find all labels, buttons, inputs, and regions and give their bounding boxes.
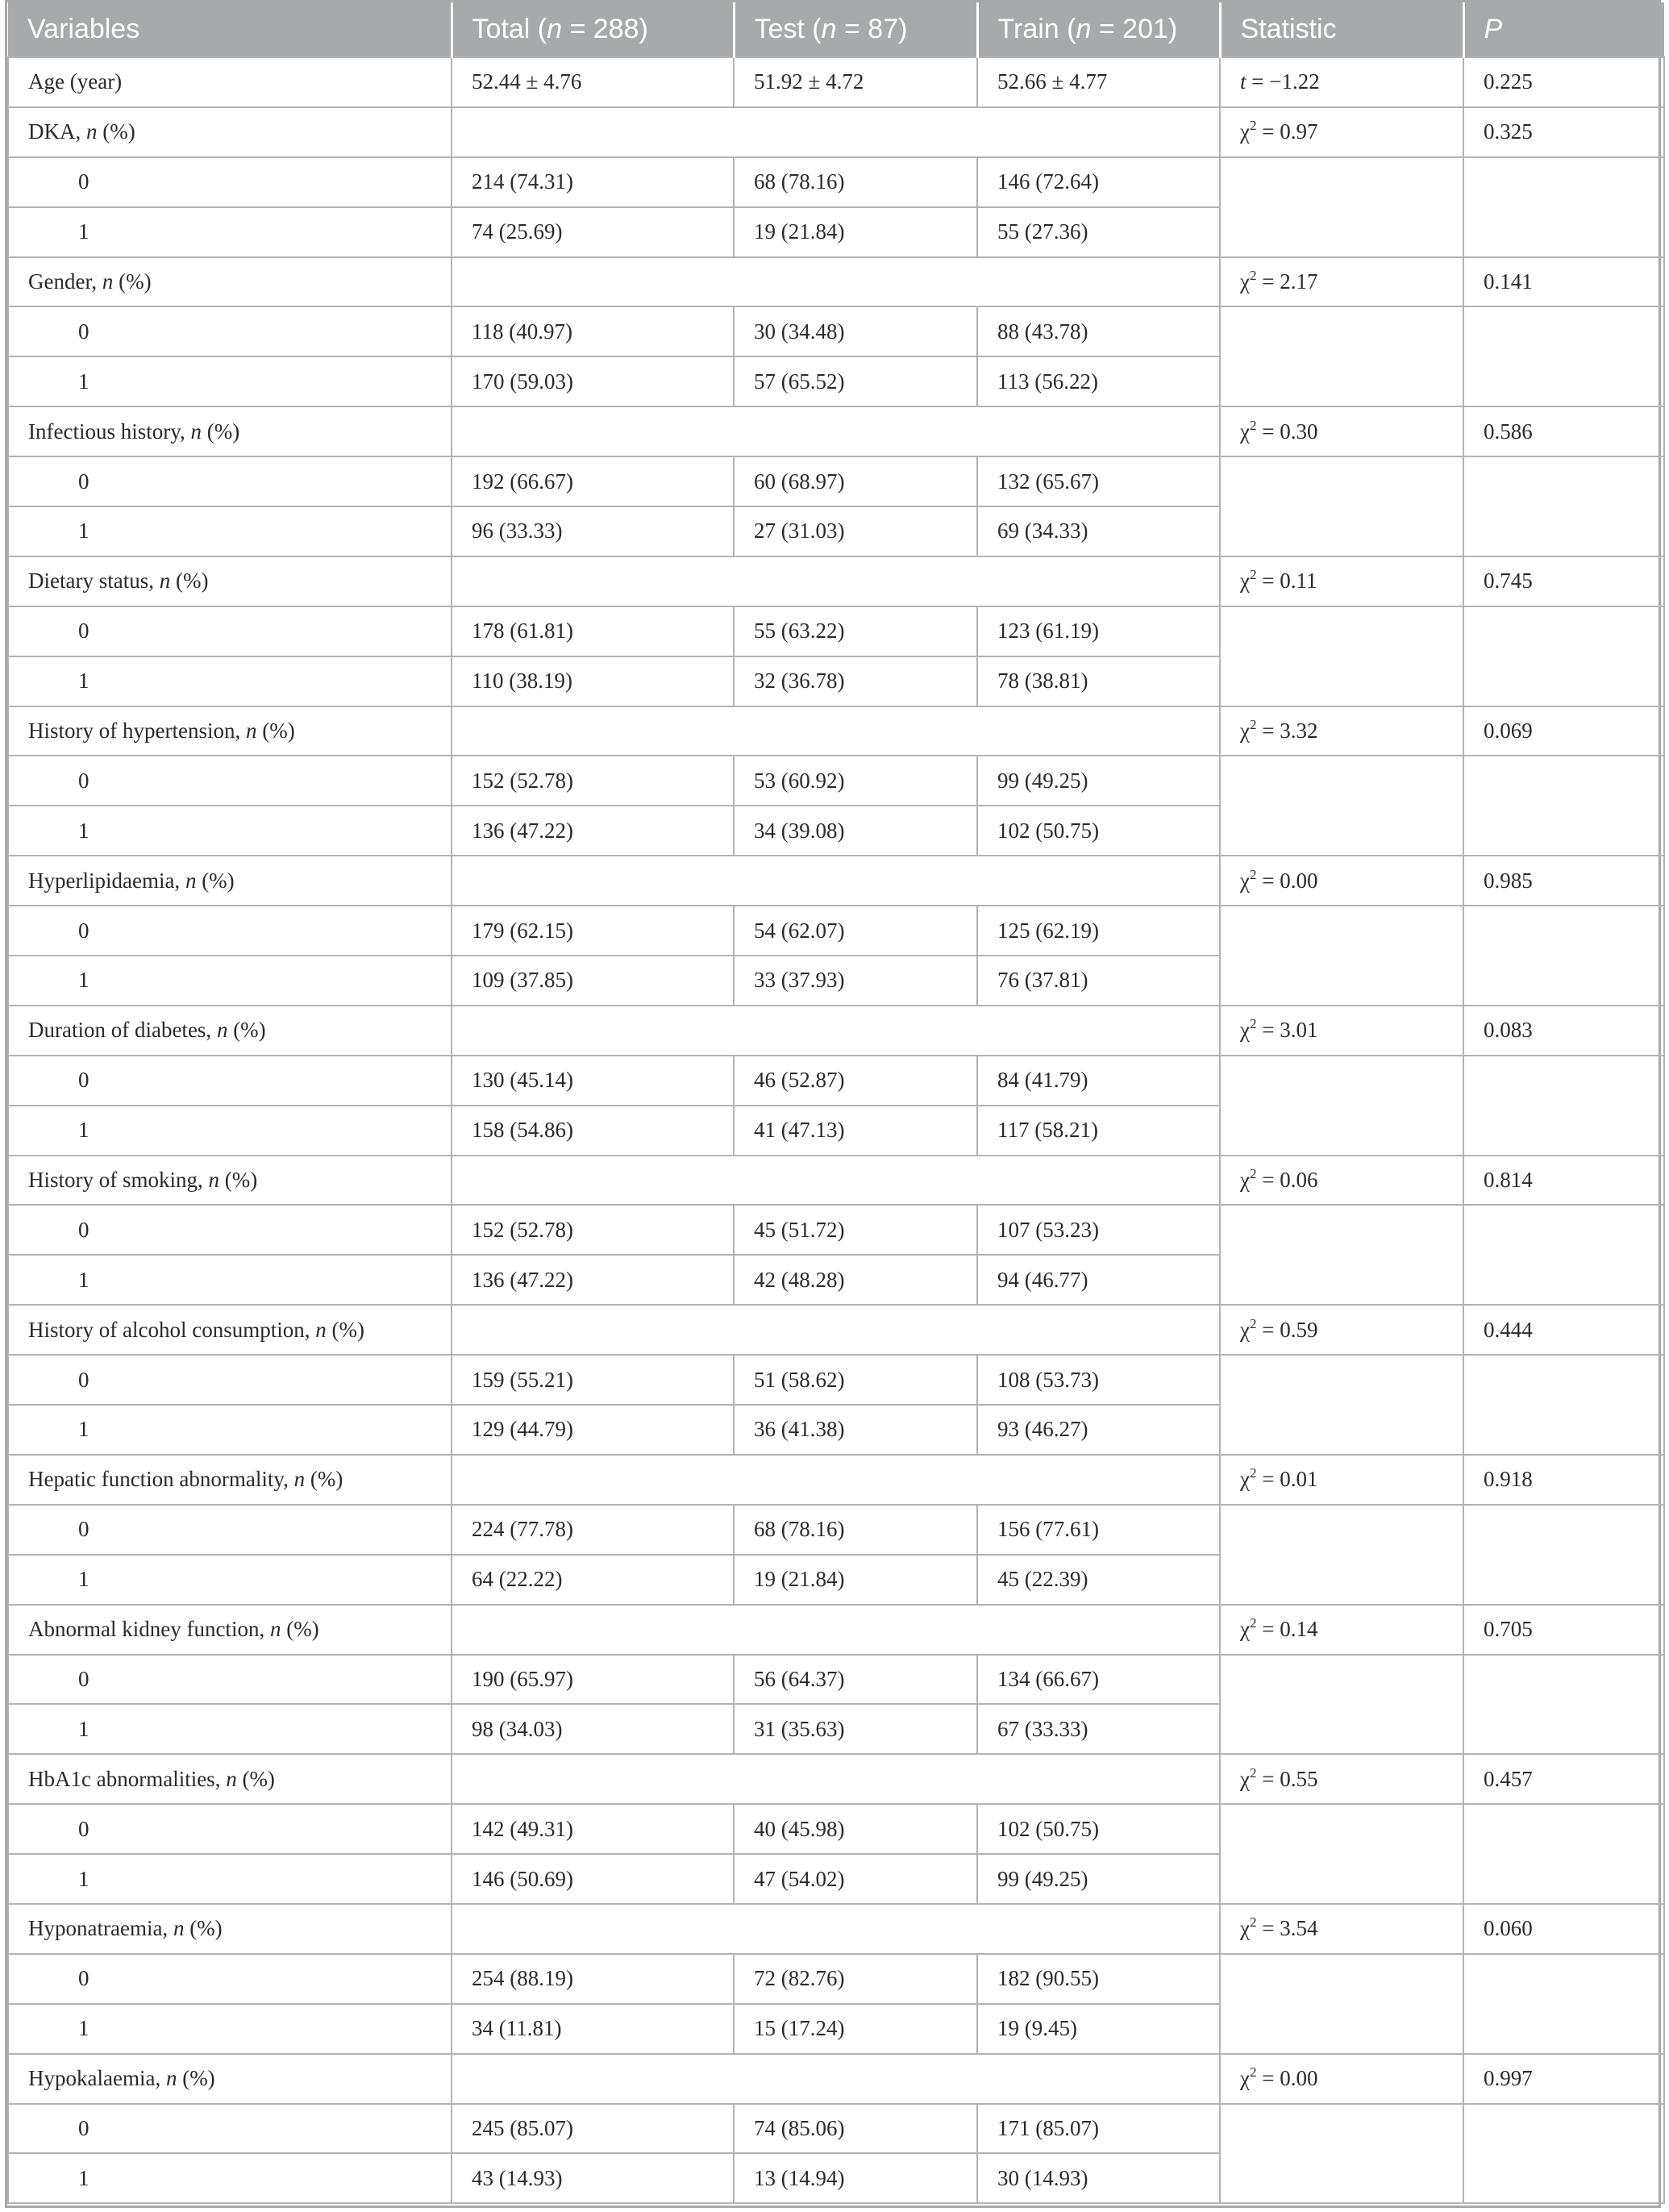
level-total: 110 (38.19) xyxy=(452,656,734,706)
level-label: 1 xyxy=(8,1405,452,1455)
level-test: 46 (52.87) xyxy=(734,1056,977,1106)
level-total: 64 (22.22) xyxy=(452,1555,734,1605)
table-row-variable xyxy=(8,1455,1664,1505)
table-row-level xyxy=(8,306,1664,356)
level-label: 1 xyxy=(8,1704,452,1754)
p-value: 0.745 xyxy=(1463,556,1664,606)
variable-blank xyxy=(452,1305,1220,1355)
statistic-blank xyxy=(1220,756,1463,856)
p-blank xyxy=(1463,1056,1664,1156)
table-row-variable xyxy=(8,107,1664,157)
table-row-level xyxy=(8,756,1664,806)
level-test: 33 (37.93) xyxy=(734,956,977,1006)
p-value: 0.060 xyxy=(1463,1904,1664,1954)
level-total: 129 (44.79) xyxy=(452,1405,734,1455)
level-train: 78 (38.81) xyxy=(977,656,1220,706)
level-train: 76 (37.81) xyxy=(977,956,1220,1006)
table-row-variable xyxy=(8,1305,1664,1355)
chi-square-statistic: $\chi^2 = 0.00$ xyxy=(1220,2054,1463,2104)
p-blank xyxy=(1463,456,1664,556)
level-test: 36 (41.38) xyxy=(734,1405,977,1455)
table-row-age xyxy=(8,57,1664,107)
header-statistic: Statistic xyxy=(1220,2,1463,57)
p-value: 0.325 xyxy=(1463,107,1664,157)
table-row-variable xyxy=(8,1006,1664,1056)
level-total: 152 (52.78) xyxy=(452,1205,734,1255)
level-test: 72 (82.76) xyxy=(734,1954,977,2004)
level-label: 1 xyxy=(8,356,452,406)
variable-label: Abnormal kidney function, n (%) xyxy=(8,1605,452,1655)
p-blank xyxy=(1463,2104,1664,2204)
p-value: 0.918 xyxy=(1463,1455,1664,1505)
level-test: 45 (51.72) xyxy=(734,1205,977,1255)
level-label: 1 xyxy=(8,2004,452,2054)
level-label: 0 xyxy=(8,1205,452,1255)
variable-blank xyxy=(452,1904,1220,1954)
table-header xyxy=(8,2,1664,57)
level-total: 158 (54.86) xyxy=(452,1106,734,1156)
header-test xyxy=(734,2,977,57)
level-test: 32 (36.78) xyxy=(734,656,977,706)
level-train: 84 (41.79) xyxy=(977,1056,1220,1106)
variable-label: Gender, n (%) xyxy=(8,257,452,307)
p-blank xyxy=(1463,1205,1664,1305)
p-blank xyxy=(1463,1355,1664,1455)
baseline-table xyxy=(7,2,1665,2204)
level-label: 1 xyxy=(8,1255,452,1305)
variable-label: Hepatic function abnormality, n (%) xyxy=(8,1455,452,1505)
table-row-level xyxy=(8,1804,1664,1854)
variable-blank xyxy=(452,406,1220,456)
level-test: 54 (62.07) xyxy=(734,906,977,956)
table-row-variable xyxy=(8,257,1664,307)
level-test: 57 (65.52) xyxy=(734,356,977,406)
table-row-variable xyxy=(8,1904,1664,1954)
level-test: 74 (85.06) xyxy=(734,2104,977,2154)
level-total: 190 (65.97) xyxy=(452,1655,734,1705)
p-blank xyxy=(1463,157,1664,257)
p-value: 0.705 xyxy=(1463,1605,1664,1655)
variable-blank xyxy=(452,706,1220,756)
table-row-level xyxy=(8,456,1664,506)
variable-label: Dietary status, n (%) xyxy=(8,556,452,606)
variable-label: Duration of diabetes, n (%) xyxy=(8,1006,452,1056)
p-blank xyxy=(1463,1804,1664,1904)
level-train: 125 (62.19) xyxy=(977,906,1220,956)
level-label: 0 xyxy=(8,906,452,956)
level-total: 136 (47.22) xyxy=(452,806,734,856)
level-test: 47 (54.02) xyxy=(734,1854,977,1904)
level-label: 1 xyxy=(8,656,452,706)
level-total: 159 (55.21) xyxy=(452,1355,734,1405)
table-row-variable xyxy=(8,1754,1664,1804)
variable-blank xyxy=(452,107,1220,157)
level-train: 93 (46.27) xyxy=(977,1405,1220,1455)
table-row-level xyxy=(8,2104,1664,2154)
level-train: 132 (65.67) xyxy=(977,456,1220,506)
level-train: 134 (66.67) xyxy=(977,1655,1220,1705)
level-label: 1 xyxy=(8,1854,452,1904)
level-train: 102 (50.75) xyxy=(977,1804,1220,1854)
level-total: 214 (74.31) xyxy=(452,157,734,207)
statistic-blank xyxy=(1220,2104,1463,2204)
level-label: 1 xyxy=(8,1555,452,1605)
level-train: 182 (90.55) xyxy=(977,1954,1220,2004)
statistic-blank xyxy=(1220,906,1463,1006)
header-train xyxy=(977,2,1220,57)
table-row-level xyxy=(8,606,1664,656)
level-label: 1 xyxy=(8,806,452,856)
level-total: 130 (45.14) xyxy=(452,1056,734,1106)
level-total: 109 (37.85) xyxy=(452,956,734,1006)
p-value: 0.141 xyxy=(1463,257,1664,307)
variable-blank xyxy=(452,1754,1220,1804)
level-label: 1 xyxy=(8,207,452,257)
level-train: 113 (56.22) xyxy=(977,356,1220,406)
level-train: 107 (53.23) xyxy=(977,1205,1220,1255)
age-label: Age (year) xyxy=(8,57,452,107)
level-test: 19 (21.84) xyxy=(734,207,977,257)
level-test: 13 (14.94) xyxy=(734,2153,977,2203)
statistic-blank xyxy=(1220,157,1463,257)
level-label: 0 xyxy=(8,456,452,506)
p-blank xyxy=(1463,1655,1664,1755)
level-train: 156 (77.61) xyxy=(977,1505,1220,1555)
level-total: 192 (66.67) xyxy=(452,456,734,506)
variable-blank xyxy=(452,2054,1220,2104)
variable-label: Infectious history, n (%) xyxy=(8,406,452,456)
table-row-variable xyxy=(8,406,1664,456)
chi-square-statistic: $\chi^2 = 0.59$ xyxy=(1220,1305,1463,1355)
chi-square-statistic: $\chi^2 = 0.01$ xyxy=(1220,1455,1463,1505)
variable-blank xyxy=(452,1455,1220,1505)
p-value: 0.586 xyxy=(1463,406,1664,456)
level-train: 117 (58.21) xyxy=(977,1106,1220,1156)
level-test: 51 (58.62) xyxy=(734,1355,977,1405)
variable-blank xyxy=(452,1156,1220,1206)
level-train: 108 (53.73) xyxy=(977,1355,1220,1405)
level-label: 0 xyxy=(8,1056,452,1106)
statistic-blank xyxy=(1220,306,1463,406)
level-total: 96 (33.33) xyxy=(452,506,734,556)
table-row-level xyxy=(8,157,1664,207)
p-value: 0.814 xyxy=(1463,1156,1664,1206)
variable-label: Hypokalaemia, n (%) xyxy=(8,2054,452,2104)
statistic-blank xyxy=(1220,456,1463,556)
statistic-blank xyxy=(1220,606,1463,706)
level-label: 1 xyxy=(8,506,452,556)
age-statistic-text: t = −1.22 xyxy=(1240,69,1320,94)
level-label: 0 xyxy=(8,756,452,806)
variable-blank xyxy=(452,257,1220,307)
variable-label: History of smoking, n (%) xyxy=(8,1156,452,1206)
level-train: 99 (49.25) xyxy=(977,1854,1220,1904)
table-row-variable xyxy=(8,706,1664,756)
chi-square-statistic: $\chi^2 = 0.00$ xyxy=(1220,856,1463,906)
variable-blank xyxy=(452,556,1220,606)
statistic-blank xyxy=(1220,1804,1463,1904)
level-test: 19 (21.84) xyxy=(734,1555,977,1605)
level-total: 254 (88.19) xyxy=(452,1954,734,2004)
header-total xyxy=(452,2,734,57)
p-blank xyxy=(1463,906,1664,1006)
level-train: 99 (49.25) xyxy=(977,756,1220,806)
chi-square-statistic: $\chi^2 = 0.14$ xyxy=(1220,1605,1463,1655)
level-label: 0 xyxy=(8,306,452,356)
table-row-level xyxy=(8,1954,1664,2004)
level-total: 224 (77.78) xyxy=(452,1505,734,1555)
level-total: 178 (61.81) xyxy=(452,606,734,656)
header-total-text: Total (n = 288) xyxy=(472,14,648,44)
table-row-variable xyxy=(8,856,1664,906)
level-train: 146 (72.64) xyxy=(977,157,1220,207)
level-label: 0 xyxy=(8,1655,452,1705)
level-test: 68 (78.16) xyxy=(734,1505,977,1555)
table-row-level xyxy=(8,1205,1664,1255)
table-row-level xyxy=(8,1355,1664,1405)
level-train: 67 (33.33) xyxy=(977,1704,1220,1754)
level-total: 98 (34.03) xyxy=(452,1704,734,1754)
chi-square-statistic: $\chi^2 = 0.11$ xyxy=(1220,556,1463,606)
level-train: 19 (9.45) xyxy=(977,2004,1220,2054)
level-train: 45 (22.39) xyxy=(977,1555,1220,1605)
p-value: 0.985 xyxy=(1463,856,1664,906)
level-total: 136 (47.22) xyxy=(452,1255,734,1305)
level-test: 31 (35.63) xyxy=(734,1704,977,1754)
level-train: 123 (61.19) xyxy=(977,606,1220,656)
variable-label: HbA1c abnormalities, n (%) xyxy=(8,1754,452,1804)
p-blank xyxy=(1463,756,1664,856)
level-label: 0 xyxy=(8,1355,452,1405)
level-total: 179 (62.15) xyxy=(452,906,734,956)
level-test: 55 (63.22) xyxy=(734,606,977,656)
level-label: 1 xyxy=(8,1106,452,1156)
level-total: 74 (25.69) xyxy=(452,207,734,257)
p-blank xyxy=(1463,1505,1664,1605)
p-value: 0.069 xyxy=(1463,706,1664,756)
statistic-blank xyxy=(1220,1954,1463,2054)
table-row-variable xyxy=(8,1156,1664,1206)
data-table xyxy=(5,0,1661,2208)
age-total: 52.44 ± 4.76 xyxy=(452,57,734,107)
table-row-variable xyxy=(8,2054,1664,2104)
level-train: 30 (14.93) xyxy=(977,2153,1220,2203)
level-test: 42 (48.28) xyxy=(734,1255,977,1305)
chi-square-statistic: $\chi^2 = 0.55$ xyxy=(1220,1754,1463,1804)
level-total: 146 (50.69) xyxy=(452,1854,734,1904)
table-row-variable xyxy=(8,556,1664,606)
age-test: 51.92 ± 4.72 xyxy=(734,57,977,107)
level-total: 245 (85.07) xyxy=(452,2104,734,2154)
chi-square-statistic: $\chi^2 = 2.17$ xyxy=(1220,257,1463,307)
age-p: 0.225 xyxy=(1463,57,1664,107)
level-test: 68 (78.16) xyxy=(734,157,977,207)
level-test: 30 (34.48) xyxy=(734,306,977,356)
level-total: 118 (40.97) xyxy=(452,306,734,356)
level-label: 1 xyxy=(8,2153,452,2203)
level-total: 152 (52.78) xyxy=(452,756,734,806)
level-label: 0 xyxy=(8,1954,452,2004)
p-blank xyxy=(1463,1954,1664,2054)
p-value: 0.444 xyxy=(1463,1305,1664,1355)
chi-square-statistic: $\chi^2 = 3.01$ xyxy=(1220,1006,1463,1056)
level-train: 88 (43.78) xyxy=(977,306,1220,356)
level-test: 41 (47.13) xyxy=(734,1106,977,1156)
level-total: 142 (49.31) xyxy=(452,1804,734,1854)
level-train: 55 (27.36) xyxy=(977,207,1220,257)
header-variables: Variables xyxy=(8,2,452,57)
variable-label: Hyperlipidaemia, n (%) xyxy=(8,856,452,906)
level-label: 1 xyxy=(8,956,452,1006)
p-value: 0.997 xyxy=(1463,2054,1664,2104)
level-label: 0 xyxy=(8,1804,452,1854)
level-test: 53 (60.92) xyxy=(734,756,977,806)
p-value: 0.457 xyxy=(1463,1754,1664,1804)
level-label: 0 xyxy=(8,1505,452,1555)
level-test: 27 (31.03) xyxy=(734,506,977,556)
level-test: 15 (17.24) xyxy=(734,2004,977,2054)
age-statistic xyxy=(1220,57,1463,107)
level-label: 0 xyxy=(8,606,452,656)
header-test-text: Test (n = 87) xyxy=(754,14,908,44)
variable-label: History of alcohol consumption, n (%) xyxy=(8,1305,452,1355)
chi-square-statistic: $\chi^2 = 3.32$ xyxy=(1220,706,1463,756)
header-train-text: Train (n = 201) xyxy=(997,14,1178,44)
chi-square-statistic: $\chi^2 = 0.30$ xyxy=(1220,406,1463,456)
level-total: 170 (59.03) xyxy=(452,356,734,406)
statistic-blank xyxy=(1220,1056,1463,1156)
level-train: 171 (85.07) xyxy=(977,2104,1220,2154)
p-blank xyxy=(1463,606,1664,706)
header-p xyxy=(1463,2,1664,57)
table-row-level xyxy=(8,1655,1664,1705)
level-total: 43 (14.93) xyxy=(452,2153,734,2203)
chi-square-statistic: $\chi^2 = 0.06$ xyxy=(1220,1156,1463,1206)
table-body xyxy=(8,57,1664,2203)
header-p-text: P xyxy=(1484,14,1503,44)
level-train: 69 (34.33) xyxy=(977,506,1220,556)
level-test: 34 (39.08) xyxy=(734,806,977,856)
level-train: 94 (46.77) xyxy=(977,1255,1220,1305)
chi-square-statistic: $\chi^2 = 0.97$ xyxy=(1220,107,1463,157)
table-row-variable xyxy=(8,1605,1664,1655)
level-label: 0 xyxy=(8,157,452,207)
level-train: 102 (50.75) xyxy=(977,806,1220,856)
variable-blank xyxy=(452,856,1220,906)
table-row-level xyxy=(8,1505,1664,1555)
statistic-blank xyxy=(1220,1655,1463,1755)
age-train: 52.66 ± 4.77 xyxy=(977,57,1220,107)
level-test: 40 (45.98) xyxy=(734,1804,977,1854)
p-blank xyxy=(1463,306,1664,406)
variable-label: History of hypertension, n (%) xyxy=(8,706,452,756)
statistic-blank xyxy=(1220,1505,1463,1605)
variable-blank xyxy=(452,1006,1220,1056)
variable-label: DKA, n (%) xyxy=(8,107,452,157)
variable-blank xyxy=(452,1605,1220,1655)
level-total: 34 (11.81) xyxy=(452,2004,734,2054)
table-row-level xyxy=(8,1056,1664,1106)
variable-label: Hyponatraemia, n (%) xyxy=(8,1904,452,1954)
level-test: 60 (68.97) xyxy=(734,456,977,506)
p-value: 0.083 xyxy=(1463,1006,1664,1056)
level-test: 56 (64.37) xyxy=(734,1655,977,1705)
statistic-blank xyxy=(1220,1205,1463,1305)
chi-square-statistic: $\chi^2 = 3.54$ xyxy=(1220,1904,1463,1954)
header-row xyxy=(8,2,1664,57)
level-label: 0 xyxy=(8,2104,452,2154)
table-row-level xyxy=(8,906,1664,956)
statistic-blank xyxy=(1220,1355,1463,1455)
